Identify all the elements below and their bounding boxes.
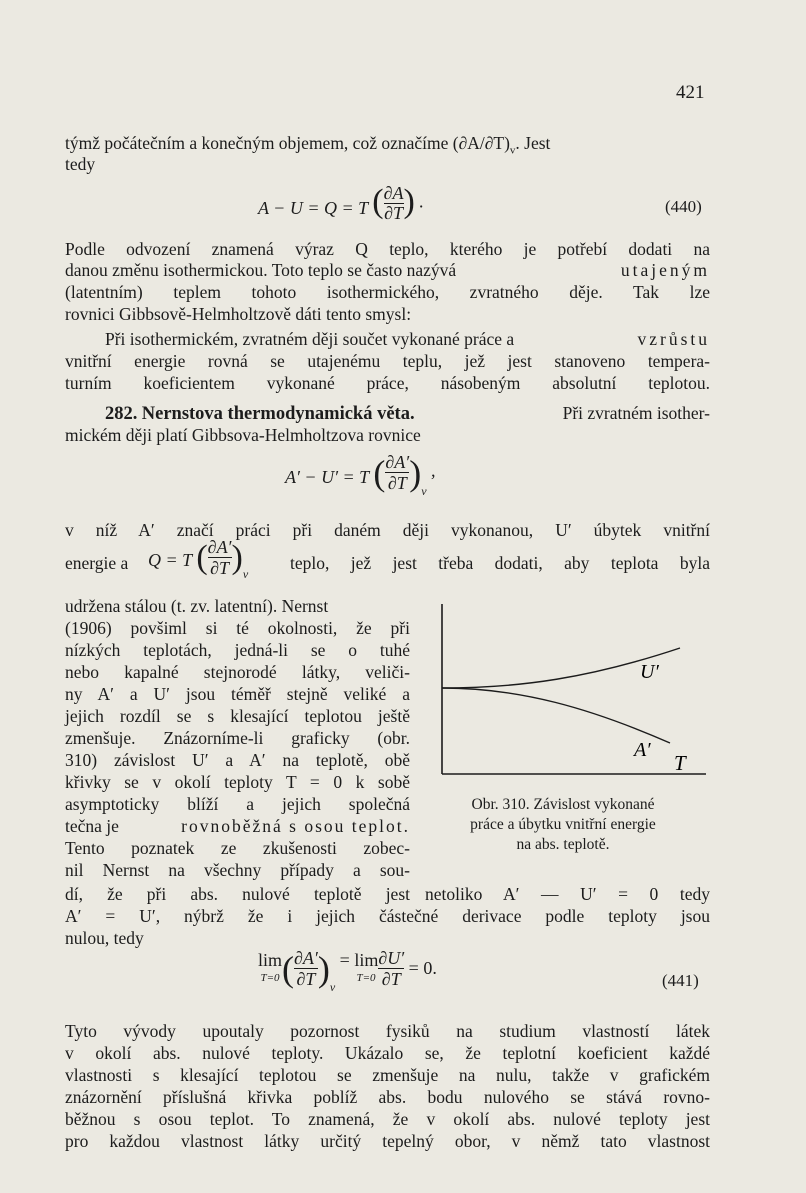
equation-gibbs-helmholtz: A′ − U′ = T ( $\frac{\partial A'}{\partial T}$ )$_v$ ,	[285, 452, 436, 499]
equation-number: (440)	[665, 197, 702, 216]
text-line: tečna je rovnoběžná s osou teplot.	[65, 816, 410, 836]
text-line: znázornění příslušná křivka poblíž abs. bodu nulového se stává rovno-	[65, 1087, 710, 1107]
text-line: v okolí abs. nulové teploty. Ukázalo se, že teplotní koeficient každé	[65, 1043, 710, 1063]
text-line: (latentním) teplem tohoto isothermického, zvratného děje. Tak lze	[65, 282, 710, 302]
text-line: rovnici Gibbsově-Helmholtzově dáti tento smysl:	[65, 304, 412, 324]
text-line: zmenšuje. Znázorníme-li graficky (obr.	[65, 728, 410, 748]
text-line: nízkých teplotách, jedná-li se o tuhé	[65, 640, 410, 660]
text-line: vnitřní energie rovná se utajenému teplu, jež jest stanoveno tempera-	[65, 351, 710, 371]
text-line: (1906) povšiml si té okolnosti, že při	[65, 618, 410, 638]
equation-440: A − U = Q = T ( $\frac{\partial A}{\partial T}$ ) .	[258, 182, 424, 223]
text-line: teplo, jež jest třeba dodati, aby teplota byla	[290, 553, 710, 573]
text-line: Podle odvození znamená výraz Q teplo, kterého je potřebí dodati na	[65, 239, 710, 259]
text-line: energie a	[65, 553, 129, 573]
curve-A	[442, 688, 670, 743]
text-line: asymptoticky blíží a jejich společná	[65, 794, 410, 814]
label-U: U′	[640, 661, 659, 683]
equation-number: (441)	[662, 971, 699, 990]
equation-441: lim T=0 ( $\frac{\partial A'}{\partial T}$ )$_v$ = lim T=0 $\frac{\partial U'}{\partial T}$ = 0.	[258, 948, 437, 995]
text-line: udržena stálou (t. zv. latentní). Nernst	[65, 596, 329, 616]
text-line: v níž A′ značí práci při daném ději vykonanou, U′ úbytek vnitřní	[65, 520, 710, 540]
text-line: jejich rozdíl se s klesající teplotou ještě	[65, 706, 410, 726]
text-line: nebo kapalné stejnorodé látky, veliči-	[65, 662, 410, 682]
figure-caption: Obr. 310. Závislost vykonané práce a úbytku vnitřní energie na abs. teplotě.	[470, 796, 656, 853]
text-line: danou změnu isothermickou. Toto teplo se často nazývá utajeným	[65, 260, 710, 280]
text-line: běžnou s osou teplot. To znamená, že v okolí abs. nulové teploty jest	[65, 1109, 710, 1129]
text-line: Tyto vývody upoutaly pozornost fysiků na studium vlastností látek	[65, 1021, 710, 1041]
text-line: tedy	[65, 154, 96, 174]
text-line: vlastnosti s klesající teplotou se zmenšuje na nulu, takže v grafickém	[65, 1065, 710, 1085]
text-line: křivky se v okolí teploty T = 0 k sobě	[65, 772, 410, 792]
text-line: mickém ději platí Gibbsova-Helmholtzova rovnice	[65, 425, 421, 445]
text-line: Tento poznatek ze zkušenosti zobec-	[65, 838, 410, 858]
text-line: turním koeficientem vykonané práce, násobeným absolutní teplotou.	[65, 373, 710, 393]
text-line: A′ = U′, nýbrž že i jejich částečné derivace podle teploty jsou	[65, 906, 710, 926]
text-line: nulou, tedy	[65, 928, 144, 948]
text-line: týmž počátečním a konečným objemem, což označíme $(\partial A/\partial T)_v$. Jest	[65, 133, 551, 157]
text-line: dí, že při abs. nulové teplotě jest	[65, 884, 410, 904]
page-number: 421	[676, 82, 705, 103]
text-line: Při isothermickém, zvratném ději součet vykonané práce a vzrůstu	[105, 329, 710, 349]
inline-equation: Q = T ( $\frac{\partial A'}{\partial T}$ )$_v$	[148, 537, 249, 582]
text-line: netoliko A′ — U′ = 0 tedy	[425, 884, 710, 904]
text-line: nil Nernst na všechny případy a sou-	[65, 860, 410, 880]
text-line: pro každou vlastnost látky určitý tepelný obor, v němž tato vlastnost	[65, 1131, 710, 1151]
text-line: ny A′ a U′ jsou téměř stejně veliké a	[65, 684, 410, 704]
label-T: T	[674, 751, 686, 775]
label-A: A′	[634, 739, 651, 761]
text-line: 310) závislost U′ a A′ na teplotě, obě	[65, 750, 410, 770]
section-heading: 282. Nernstova thermodynamická věta. Při zvratném isother-	[105, 403, 710, 424]
figure-310	[430, 598, 710, 788]
